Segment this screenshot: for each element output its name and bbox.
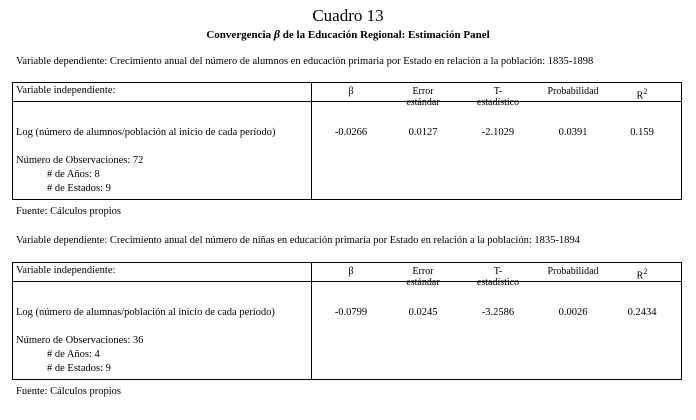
table2-dependent-variable: Variable dependiente: Crecimiento anual del número de niñas en educación primaria por Estado en relación a la población: 1835-1894 [16,235,580,246]
table1-value-beta: -0.0266 [334,127,368,138]
table1-row-label: Log (número de alumnos/población al inicio de cada período) [16,127,276,138]
table1-observations: Número de Observaciones: 72 [16,155,144,166]
table1-value-t: -2.1029 [481,127,515,138]
table1-value-r2: 0.159 [630,127,654,138]
table1-header-error-line2: estándar [406,97,440,108]
table1-value-error: 0.0127 [408,127,438,138]
table1-regression-table [12,82,682,200]
table2-header-r2-sup: 2 [643,267,648,276]
table1-header-independent: Variable independiente: [16,85,116,96]
table2-header-t [463,266,533,288]
table2-header-error-line1: Error [412,266,434,277]
table2-header-t-line2: estadístico [476,277,520,288]
table1-value-probability: 0.0391 [558,127,588,138]
table2-regression-table [12,262,682,380]
table2-header-error-line2: estándar [406,277,440,288]
table2-header-error [393,266,453,288]
table2-states: # de Estados: 9 [47,363,111,374]
table2-years: # de Años: 4 [47,349,100,360]
table1-states: # de Estados: 9 [47,183,111,194]
table2-value-r2: 0.2434 [627,307,657,318]
table1-dependent-variable: Variable dependiente: Crecimiento anual del número de alumnos en educación primaria por Estado en relación a la población: 1835-1898 [16,56,594,67]
subtitle-after: de la Educación Regional: Estimación Panel [282,29,490,41]
table1-years: # de Años: 8 [47,169,100,180]
table1-header-rule [13,101,681,102]
table1-header-beta: β [348,86,354,97]
table2-header-independent: Variable independiente: [16,265,116,276]
table2-header-rule [13,281,681,282]
page-title: Cuadro 13 [312,6,384,25]
table1-header-t-line1: T- [493,86,503,97]
table2-header-r2 [627,266,657,281]
table2-value-beta: -0.0799 [334,307,368,318]
table2-header-r2-base: R [636,270,644,282]
table2-value-t: -3.2586 [481,307,515,318]
table2-header-beta: β [348,266,354,277]
table1-header-r2 [627,86,657,101]
table2-header-t-line1: T- [493,266,503,277]
table1-header-t [463,86,533,108]
table1-header-error [393,86,453,108]
table1-column-divider [311,83,312,199]
subtitle-beta-symbol: β [273,27,281,41]
table2-row-label: Log (número de alumnas/población al inicio de cada período) [16,307,275,318]
subtitle-before: Convergencia [206,29,272,41]
table2-source: Fuente: Cálculos propios [16,386,121,397]
table2-value-probability: 0.0026 [558,307,588,318]
table2-value-error: 0.0245 [408,307,438,318]
table1-header-error-line1: Error [412,86,434,97]
table1-source: Fuente: Cálculos propios [16,206,121,217]
table1-header-t-line2: estadístico [476,97,520,108]
table2-column-divider [311,263,312,379]
table1-header-r2-sup: 2 [643,87,648,96]
table1-header-probability: Probabilidad [547,86,599,97]
page-subtitle [0,27,696,42]
table2-header-probability: Probabilidad [547,266,599,277]
table1-header-r2-base: R [636,90,644,102]
table2-observations: Número de Observaciones: 36 [16,335,144,346]
